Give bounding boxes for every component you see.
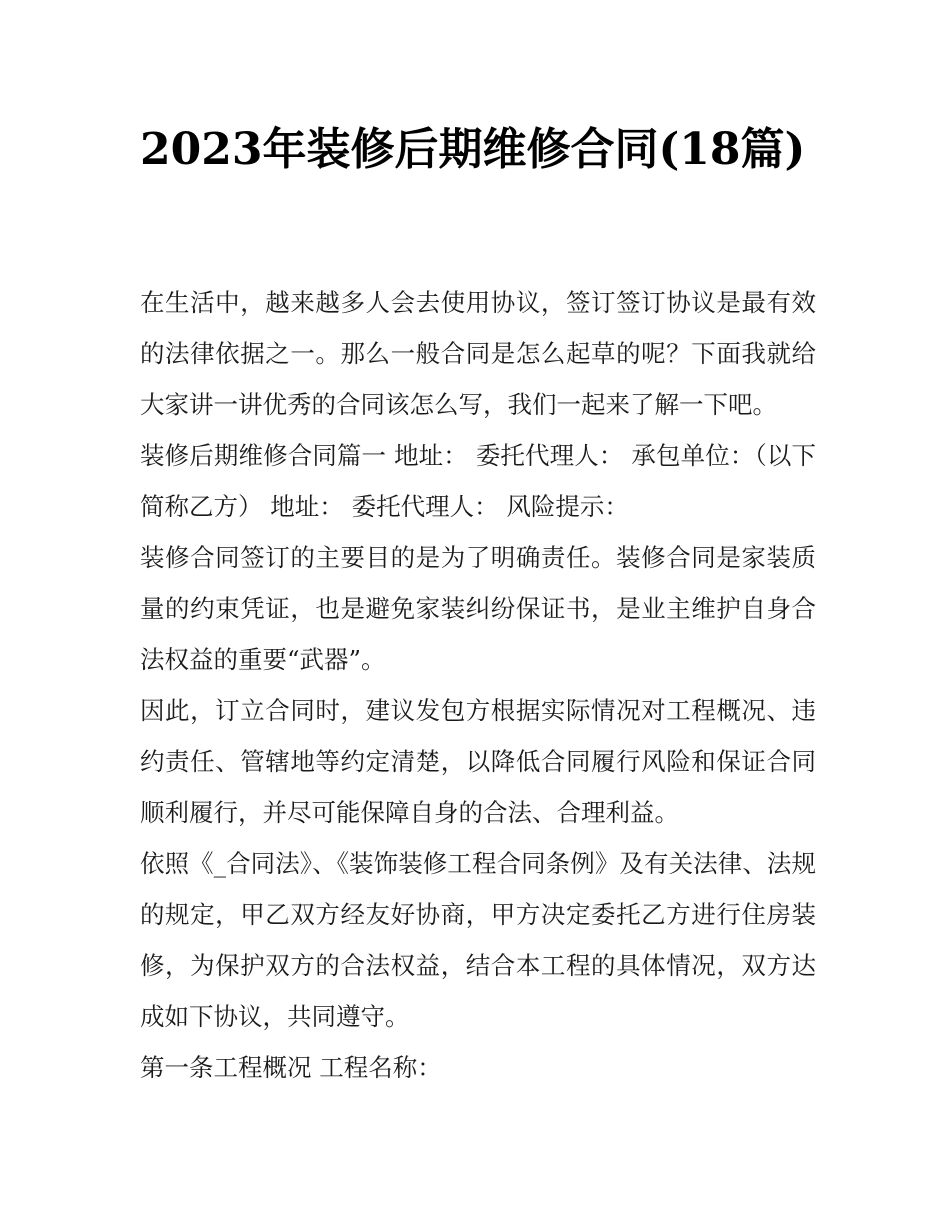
document-body <box>140 277 816 1093</box>
paragraph-legal-basis: 依照《_合同法》、《装饰装修工程合同条例》及有关法律、法规的规定，甲乙双方经友好协商，甲方决定委托乙方进行住房装修，为保护双方的合法权益，结合本工程的具体情况，双方达成如下协议，共同遵守。 <box>140 849 816 1031</box>
paragraph-purpose: 装修合同签订的主要目的是为了明确责任。装修合同是家装质量的约束凭证，也是避免家装纠纷保证书，是业主维护自身合法权益的重要“武器”。 <box>140 543 816 674</box>
paragraph-advice: 因此，订立合同时，建议发包方根据实际情况对工程概况、违约责任、管辖地等约定清楚，以降低合同履行风险和保证合同顺利履行，并尽可能保障自身的合法、合理利益。 <box>140 696 816 827</box>
paragraph-intro: 在生活中，越来越多人会去使用协议，签订签订协议是最有效的法律依据之一。那么一般合同是怎么起草的呢？下面我就给大家讲一讲优秀的合同该怎么写，我们一起来了解一下吧。 <box>140 288 816 419</box>
document-title: 2023年装修后期维修合同(18篇) <box>140 124 806 175</box>
paragraph-contract-header: 装修后期维修合同篇一 地址： 委托代理人： 承包单位：（以下简称乙方） 地址： 委托代理人： 风险提示： <box>140 441 816 521</box>
paragraph-article-one: 第一条工程概况 工程名称： <box>140 1053 442 1082</box>
